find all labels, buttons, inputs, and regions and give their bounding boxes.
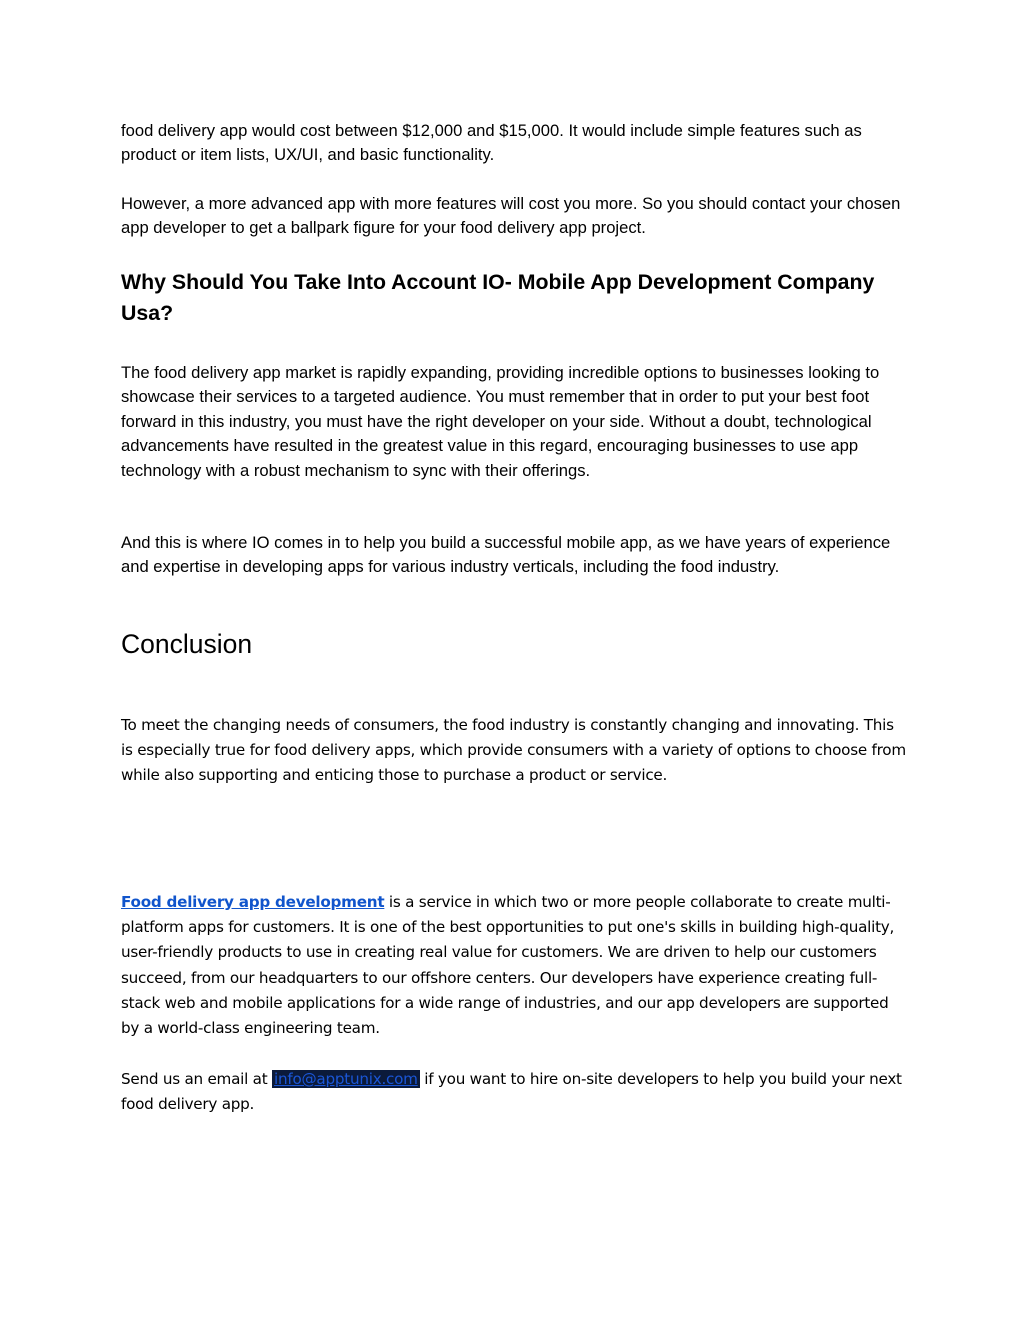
food-delivery-app-development-link[interactable]: Food delivery app development bbox=[121, 893, 385, 911]
email-suffix-text: if you want to hire on-site developers to help you build your next food delivery app. bbox=[121, 1070, 902, 1114]
email-prefix-text: Send us an email at bbox=[121, 1070, 273, 1088]
heading-conclusion: Conclusion bbox=[121, 629, 253, 659]
paragraph-io-help: And this is where IO comes in to help you build a successful mobile app, as we have years of experience and expertise in developing apps for various industry verticals, including the food industry. bbox=[121, 533, 891, 577]
heading-why-io: Why Should You Take Into Account IO- Mobile App Development Company Usa? bbox=[121, 270, 875, 325]
paragraph-market: The food delivery app market is rapidly expanding, providing incredible options to businesses looking to showcase their services to a targeted audience. You must remember that in order to put your best foot forward in this industry, you must have the right developer on your side. Without a doubt, technological advancements have resulted in the greatest value in this regard, encouraging businesses to use app technology with a robust mechanism to sync with their offerings. bbox=[121, 363, 880, 480]
paragraph-service bbox=[121, 890, 906, 1041]
paragraph-service-text: is a service in which two or more people collaborate to create multi-platform apps for customers. It is one of the best opportunities to put one's skills in building high-quality, user-friendly products to use in creating real value for customers. We are driven to help our customers succeed, from our headquarters to our offshore centers. Our developers have experience creating full-stack web and mobile applications for a wide range of industries, and our app developers are supported by a world-class engineering team. bbox=[121, 893, 895, 1038]
paragraph-email-contact bbox=[121, 1067, 906, 1117]
paragraph-consumers: To meet the changing needs of consumers, the food industry is constantly changing and innovating. This is especially true for food delivery apps, which provide consumers with a variety of options to choose from while also supporting and enticing those to purchase a product or service. bbox=[121, 716, 906, 785]
email-link[interactable]: info@apptunix.com bbox=[274, 1070, 418, 1088]
paragraph-advanced-app: However, a more advanced app with more features will cost you more. So you should contact your chosen app developer to get a ballpark figure for your food delivery app project. bbox=[121, 194, 901, 238]
paragraph-cost-estimate: food delivery app would cost between $12,000 and $15,000. It would include simple features such as product or item lists, UX/UI, and basic functionality. bbox=[121, 121, 862, 165]
